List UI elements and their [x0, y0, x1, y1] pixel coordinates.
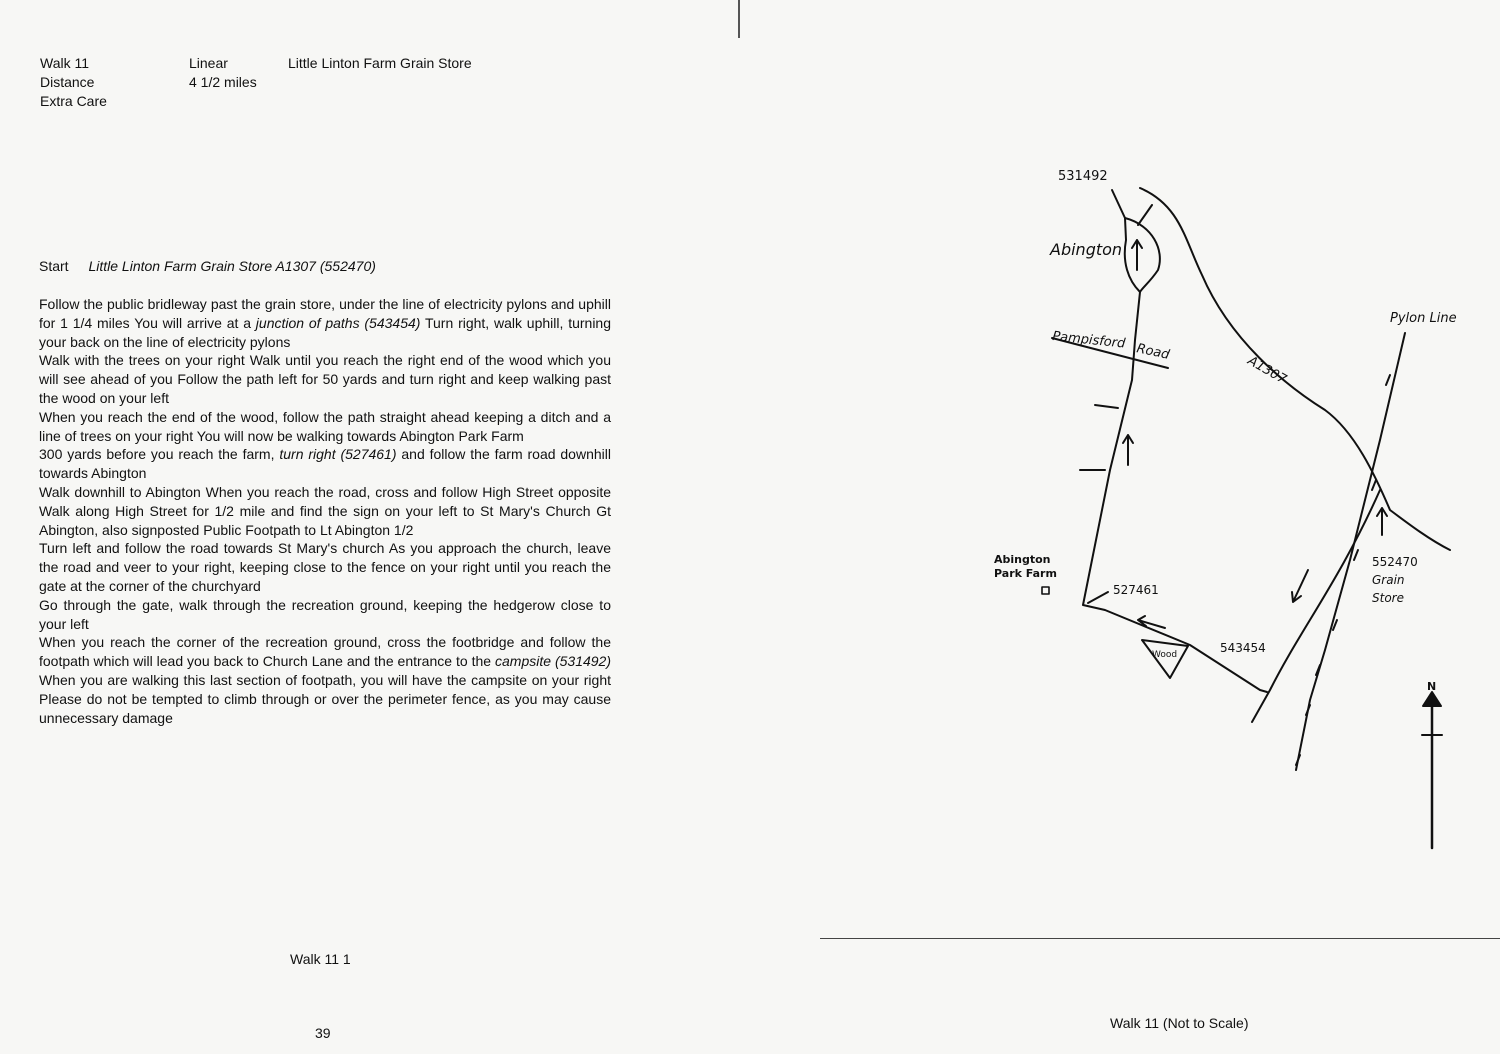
walk-number: Walk 11: [40, 55, 90, 71]
direction-paragraph: Walk downhill to Abington When you reach the road, cross and follow High Street opposite Walk along High Street for 1/2 mile and find the sign on your left to St Mary's Church Gt Abington, also signposted Public Footpath to Lt Abington 1/2: [39, 483, 611, 538]
header-values: [189, 54, 257, 92]
page-number: 39: [315, 1025, 331, 1041]
side-track: [1095, 405, 1118, 408]
extra-care-label: Extra Care: [40, 93, 107, 109]
grid-ref-543454: 543454: [1220, 641, 1266, 655]
farm-marker: [1042, 587, 1049, 594]
direction-paragraph: [39, 633, 611, 727]
grid-ref-527461: 527461: [1113, 583, 1159, 597]
left-page: [0, 0, 738, 1054]
text-run: When you reach the corner of the recreation ground, cross the footbridge and follow the footpath which will lead you back to Church Lane and the entrance to the: [39, 634, 611, 670]
road-label: Road: [1135, 341, 1171, 363]
start-line: [39, 258, 376, 274]
direction-paragraph: Turn left and follow the road towards St Mary's church As you approach the church, leave the road and veer to your right, keeping close to the fence on your right until you reach the gate at the corner of the churchyard: [39, 540, 611, 594]
text-run: When you are walking this last section of footpath, you will have the campsite on your right Please do not be tempted to climb through or over the perimeter fence, as you may cause unnecessary damage: [39, 671, 611, 726]
distance-label: Distance: [40, 74, 95, 90]
map-caption: Walk 11 (Not to Scale): [1110, 1015, 1249, 1031]
walk-type: Linear: [189, 55, 228, 71]
grid-reference: campsite (531492): [495, 653, 612, 670]
distance-value: 4 1/2 miles: [189, 74, 257, 90]
map-labels: [994, 169, 1457, 693]
right-page: [740, 0, 1500, 1054]
abington-loop: [1125, 218, 1160, 292]
grid-ref-531492: 531492: [1058, 169, 1108, 184]
direction-paragraph: Go through the gate, walk through the recreation ground, keeping the hedgerow close to your left: [39, 596, 611, 632]
pylon-line-label: Pylon Line: [1390, 311, 1457, 326]
text-run: Follow the public bridleway past the grain store, under the line of electricity pylons and uphill for 1 1/4 miles You will arrive at a: [39, 296, 611, 331]
grid-reference: turn right (527461): [279, 446, 397, 463]
walk-name: Little Linton Farm Grain Store: [288, 55, 472, 71]
text-run: 300 yards before you reach the farm,: [39, 446, 280, 463]
map-divider: [820, 938, 1500, 939]
walk-route: [1083, 292, 1267, 692]
north-label: N: [1427, 680, 1437, 693]
pointer-527461: [1088, 592, 1108, 603]
farm-label-line2: Park Farm: [994, 567, 1057, 580]
route-arrow: [1132, 240, 1142, 270]
farm-label-line1: Abington: [994, 553, 1051, 566]
a1307-label: A1307: [1245, 353, 1289, 388]
route-arrow: [1292, 570, 1308, 602]
header-labels: [40, 54, 107, 111]
pointer-531492: [1112, 190, 1125, 218]
pampisford-label: Pampisford: [1051, 329, 1126, 352]
start-label: Start: [39, 258, 69, 274]
a1307-road: [1140, 188, 1450, 550]
grid-reference: junction of paths (543454): [255, 314, 421, 331]
route-arrow: [1123, 435, 1133, 465]
header-title: [288, 54, 472, 73]
a1307-branch: [1138, 205, 1152, 225]
direction-paragraph: [39, 295, 611, 351]
direction-paragraph: When you reach the end of the wood, follow the path straight ahead keeping a ditch and a line of trees on your right You will now be walking towards Abington Park Farm: [39, 408, 611, 444]
route-to-grain-store: [1252, 490, 1380, 722]
grid-ref-552470: 552470: [1372, 555, 1418, 569]
store-label: Store: [1372, 591, 1404, 605]
walk-map: [740, 0, 1500, 1000]
text-run: and follow the farm road downhill towards Abington: [39, 446, 611, 482]
page-footer: Walk 11 1: [290, 951, 351, 967]
wood-label: Wood: [1152, 650, 1178, 660]
text-run: Turn right, walk uphill, turning your back on the line of electricity pylons: [39, 314, 611, 350]
grain-label: Grain: [1372, 573, 1405, 587]
abington-label: Abington: [1050, 240, 1123, 259]
direction-paragraph: Walk with the trees on your right Walk until you reach the right end of the wood which you will see ahead of you Follow the path left for 50 yards and turn right and keep walking past the wood on your left: [39, 352, 611, 406]
direction-paragraph: [39, 445, 611, 483]
start-location: Little Linton Farm Grain Store A1307 (552470): [88, 258, 376, 274]
walk-directions: [39, 295, 611, 727]
route-arrow: [1377, 508, 1387, 535]
north-arrowhead: [1423, 692, 1441, 706]
